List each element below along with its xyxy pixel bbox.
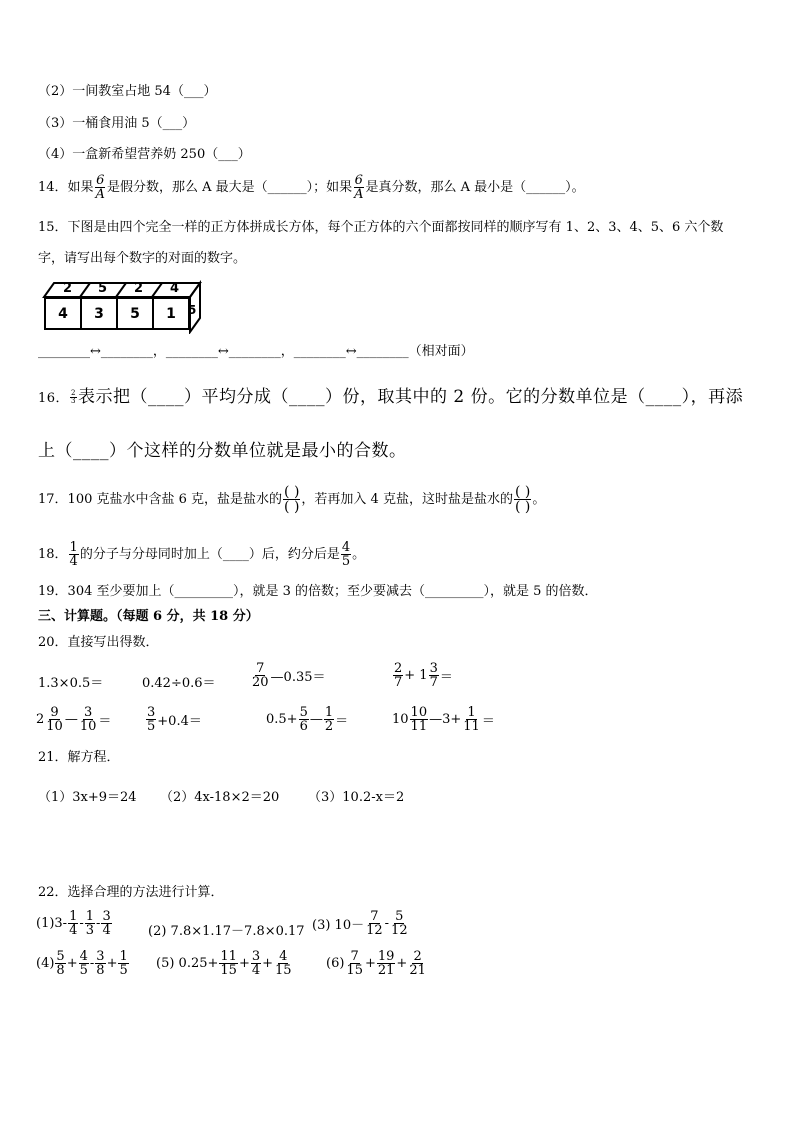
- q20-r1c4: $\frac{2}{7}$ + 1 $\frac{3}{7}$ ＝: [394, 661, 453, 690]
- q17-text-3: 。: [532, 492, 546, 507]
- q20-r2c2: $\frac{3}{5}$ +0.4＝: [147, 705, 202, 734]
- q14-fraction-2: $\frac{6}{A}$: [354, 173, 364, 202]
- q16-number: 16．: [38, 391, 70, 406]
- q20-title: 20．直接写出得数．: [38, 635, 159, 650]
- q16-text-1: 表示把（____）平均分成（____）份，取其中的 2 份。它的分数单位是（____），再添: [78, 387, 744, 407]
- q17: [38, 480, 545, 520]
- q13-item-4: （4）一盒新希望营养奶 250（___）: [38, 147, 251, 162]
- q13-item-3: （3）一桶食用油 5（___）: [38, 116, 196, 131]
- q22-expr-5: (5) 0.25+ $\frac{11}{15}$ + $\frac{3}{4}$ + $\frac{4}{15}$: [156, 949, 292, 978]
- q20-r1c1: 1.3×0.5＝: [38, 676, 104, 691]
- q18-fraction-1: $\frac{1}{4}$: [69, 540, 78, 569]
- cube-top-2: 5: [98, 281, 108, 296]
- cube-top-4: 4: [170, 281, 180, 296]
- q21-equation-1: （1）3x+9＝24: [38, 790, 137, 805]
- q17-text-2: ，若再加入 4 克盐，这时盐是盐水的: [301, 492, 513, 507]
- cube-face-2: 3: [80, 297, 118, 330]
- q20-r2c4: 10 $\frac{10}{11}$ —3+ $\frac{1}{11}$ ＝: [392, 705, 495, 734]
- cube-top-1: 2: [63, 281, 73, 296]
- q22-expr-2: (2) 7.8×1.17－7.8×0.17: [148, 924, 305, 939]
- q20-r1c2: 0.42÷0.6＝: [142, 676, 216, 691]
- q20-r1c3: $\frac{7}{20}$ —0.35＝: [252, 661, 326, 690]
- q22-title: 22．选择合理的方法进行计算．: [38, 885, 224, 900]
- q19: 19．304 至少要加上（_________），就是 3 的倍数；至少要减去（_________），就是 5 的倍数．: [38, 584, 598, 599]
- q22-expr-4: (4) $\frac{5}{8}$ + $\frac{4}{5}$ - $\frac{3}{8}$ + $\frac{1}{5}$: [36, 949, 128, 978]
- q21-equation-2: （2）4x-18×2＝20: [160, 790, 280, 805]
- cube-top-3: 2: [134, 281, 144, 296]
- q22-expr-1: (1)3- $\frac{1}{4}$ - $\frac{1}{3}$ - $\frac{3}{4}$: [36, 909, 111, 938]
- q15-answer-line: ________↔________，________↔________，________↔________（相对面）: [38, 344, 474, 359]
- q21-equation-3: （3）10.2-x＝2: [308, 790, 405, 805]
- q20-r2c3: 0.5+ $\frac{5}{6}$ — $\frac{1}{2}$ ＝: [266, 705, 349, 734]
- q17-blank-fraction-2: $\frac{( )}{( )}$: [514, 484, 531, 515]
- cube-side: 5: [188, 303, 197, 317]
- q17-text-1: 17．100 克盐水中含盐 6 克，盐是盐水的: [38, 492, 283, 507]
- q18-fraction-2: $\frac{4}{5}$: [341, 540, 351, 569]
- q15-line-2: 字，请写出每个数字的对面的数字。: [38, 251, 247, 266]
- cube-face-4: 1: [152, 297, 190, 330]
- cube-face-3: 5: [116, 297, 154, 330]
- q15-line-1: 15．下图是由四个完全一样的正方体拼成长方体，每个正方体的六个面都按同样的顺序写有 1、2、3、4、5、6 六个数: [38, 220, 724, 235]
- q14: [38, 170, 585, 206]
- q14-fraction-1: $\frac{6}{A}$: [95, 173, 105, 202]
- q13-item-2: （2）一间教室占地 54（___）: [38, 84, 217, 99]
- q17-blank-fraction-1: $\frac{( )}{( )}$: [284, 484, 300, 515]
- q16-line-1: [38, 384, 743, 412]
- q16-fraction: $\frac{2}{3}$: [71, 389, 77, 405]
- q14-text-3: 是真分数，那么 A 最小是（______）。: [365, 180, 585, 195]
- q14-text-2: 是假分数，那么 A 最大是（______）；如果: [106, 180, 353, 195]
- q22-expr-6: (6) $\frac{7}{15}$ + $\frac{19}{21}$ + $\frac{2}{21}$: [326, 949, 426, 978]
- q14-text-1: 14．如果: [38, 180, 94, 195]
- q18-text-3: 。: [352, 547, 366, 562]
- q22-expr-3: (3) 10－ $\frac{7}{12}$ - $\frac{5}{12}$: [312, 909, 408, 938]
- section-3-heading: 三、计算题。（每题 6 分，共 18 分）: [38, 609, 259, 624]
- q18-text-2: 的分子与分母同时加上（____）后，约分后是: [79, 547, 340, 562]
- q16-line-2: 上（____）个这样的分数单位就是最小的合数。: [38, 441, 407, 461]
- cube-face-1: 4: [44, 297, 82, 330]
- q20-r2c1: 2 $\frac{9}{10}$ — $\frac{3}{10}$ ＝: [36, 705, 112, 734]
- q21-title: 21．解方程．: [38, 750, 120, 765]
- q18: [38, 537, 365, 573]
- q18-text-1: 18．: [38, 547, 68, 562]
